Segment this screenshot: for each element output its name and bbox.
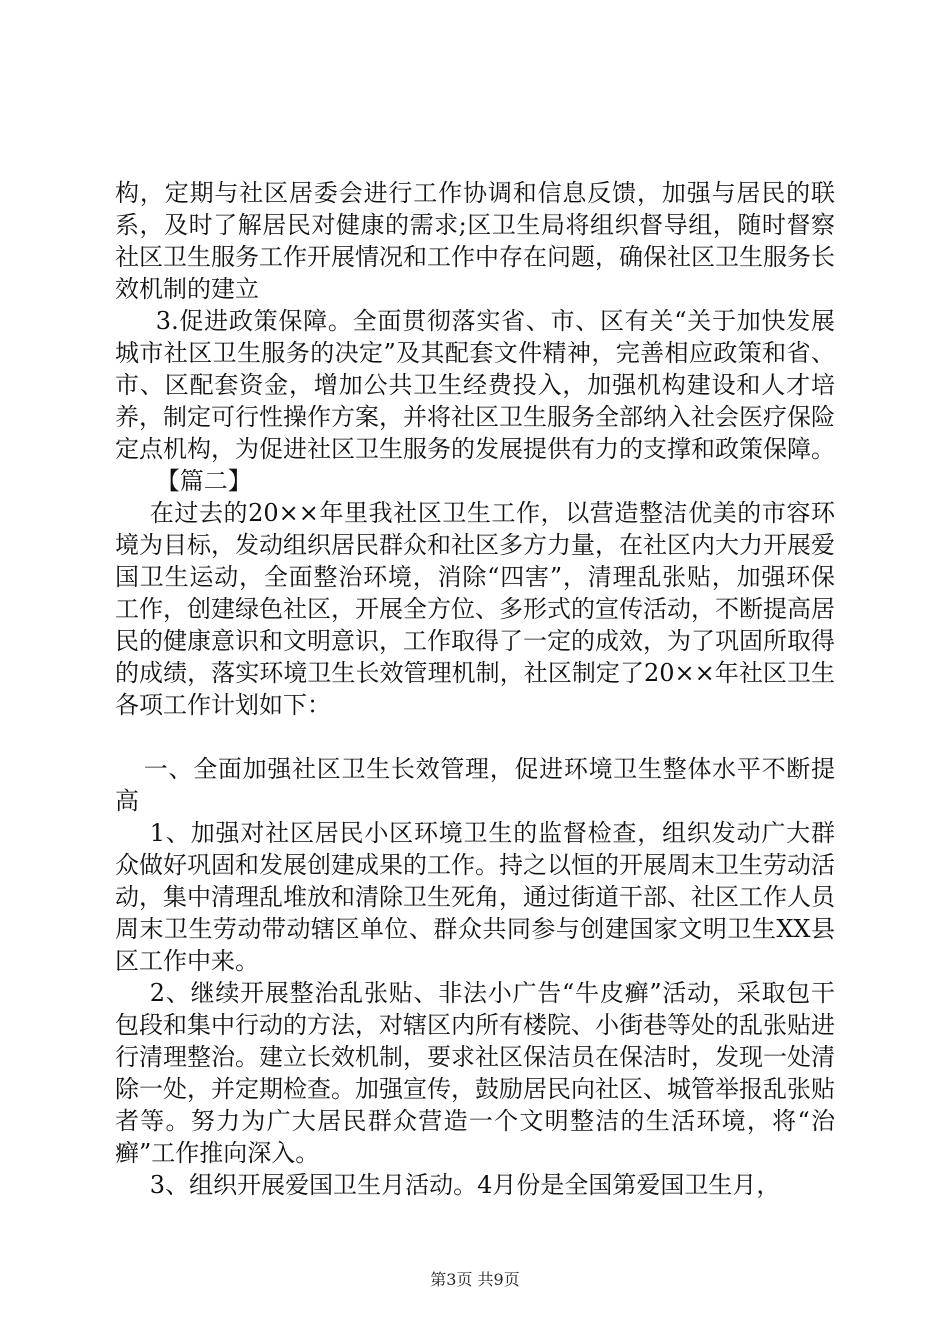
section-heading-part-two: 【篇二】 xyxy=(155,467,252,495)
paragraph-item-3: 3、组织开展爱国卫生月活动。4月份是全国第爱国卫生月， xyxy=(149,1171,781,1199)
page-indicator: 第3页 共9页 xyxy=(430,1270,520,1289)
paragraph-item-2: 2、继续开展整治乱张贴、非法小广告“牛皮癣”活动，采取包干包段和集中行动的方法，对辖区内所有楼院、小街巷等处的乱张贴进行清理整治。建立长效机制，要求社区保洁员在保洁时，发现一处清除一处，并定期检查。加强宣传，鼓励居民向社区、城管举报乱张贴者等。努力为广大居民群众营造一个文明整洁的生活环境，将“治癣”工作推向深入。 xyxy=(115,979,835,1167)
document-body xyxy=(115,177,835,1201)
paragraph-policy-guarantee: 3.促进政策保障。全面贯彻落实省、市、区有关“关于加快发展城市社区卫生服务的决定”及其配套文件精神，完善相应政策和省、市、区配套资金，增加公共卫生经费投入，加强机构建设和人才培养，制定可行性操作方案，并将社区卫生服务全部纳入社会医疗保险定点机构，为促进社区卫生服务的发展提供有力的支撑和政策保障。 xyxy=(115,307,835,463)
paragraph-continuation: 构，定期与社区居委会进行工作协调和信息反馈，加强与居民的联系，及时了解居民对健康的需求;区卫生局将组织督导组，随时督察社区卫生服务工作开展情况和工作中存在问题，确保社区卫生服务长效机制的建立 xyxy=(115,179,835,303)
paragraph-introduction: 在过去的20××年里我社区卫生工作，以营造整洁优美的市容环境为目标，发动组织居民群众和社区多方力量，在社区内大力开展爱国卫生运动，全面整治环境，消除“四害”，清理乱张贴，加强环保工作，创建绿色社区，开展全方位、多形式的宣传活动，不断提高居民的健康意识和文明意识，工作取得了一定的成效，为了巩固所取得的成绩，落实环境卫生长效管理机制，社区制定了20××年社区卫生各项工作计划如下： xyxy=(115,499,835,719)
section-heading-one: 一、全面加强社区卫生长效管理，促进环境卫生整体水平不断提高 xyxy=(115,755,835,815)
page-footer xyxy=(0,1270,950,1290)
paragraph-spacer xyxy=(115,721,835,753)
paragraph-item-1: 1、加强对社区居民小区环境卫生的监督检查，组织发动广大群众做好巩固和发展创建成果的工作。持之以恒的开展周末卫生劳动活动，集中清理乱堆放和清除卫生死角，通过街道干部、社区工作人员周末卫生劳动带动辖区单位、群众共同参与创建国家文明卫生XX县区工作中来。 xyxy=(115,819,835,975)
